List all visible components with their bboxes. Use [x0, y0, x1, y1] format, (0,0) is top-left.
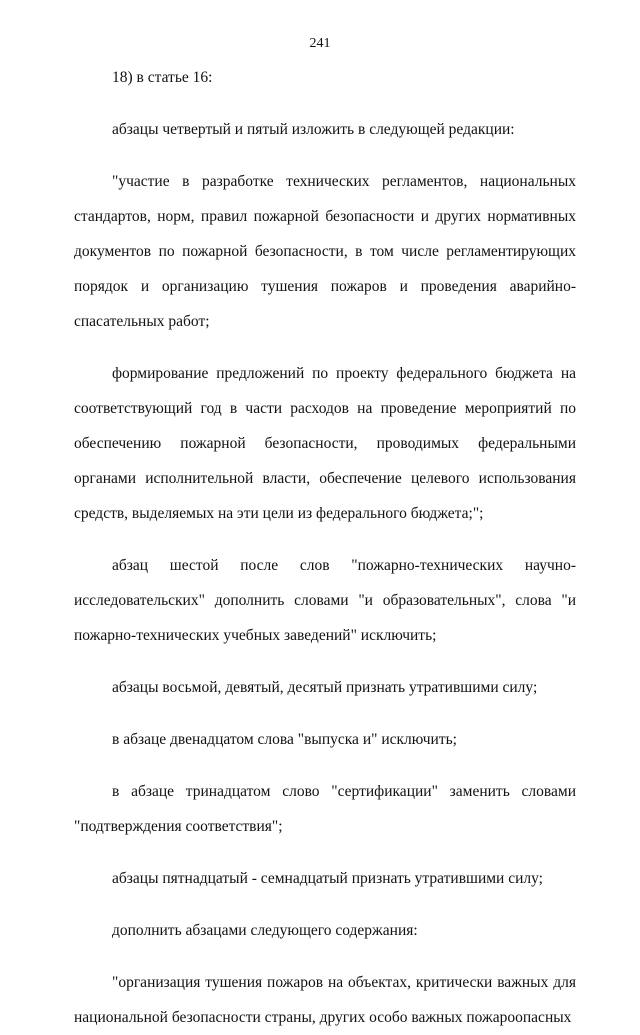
paragraph: в абзаце тринадцатом слово "сертификации" заменить словами "подтверждения соответствия"; [74, 783, 576, 835]
paragraph: "участие в разработке технических регламентов, национальных стандартов, норм, правил пожарной безопасности и других нормативных документов по пожарной безопасности, в том числе регламентирующих порядок и организацию тушения пожаров и проведения аварийно-спасательных работ; [74, 173, 576, 330]
paragraph: абзацы четвертый и пятый изложить в следующей редакции: [112, 121, 515, 138]
paragraph: формирование предложений по проекту федерального бюджета на соответствующий год в части расходов на проведение мероприятий по обеспечению пожарной безопасности, проводимых федеральными органами исполнительной власти, обеспечение целевого использования средств, выделяемых на эти цели из федерального бюджета;"; [74, 365, 576, 522]
paragraph: дополнить абзацами следующего содержания: [112, 922, 418, 939]
page-number: 241 [309, 36, 331, 51]
paragraph: абзацы пятнадцатый - семнадцатый признать утратившими силу; [112, 870, 543, 887]
paragraph: абзац шестой после слов "пожарно-технических научно-исследовательских" дополнить словами "и образовательных", слова "и пожарно-технических учебных заведений" исключить; [74, 557, 576, 644]
document-body [74, 60, 576, 1035]
paragraph: абзацы восьмой, девятый, десятый признать утратившими силу; [112, 679, 538, 696]
paragraph: 18) в статье 16: [112, 69, 213, 86]
paragraph: "организация тушения пожаров на объектах, критически важных для национальной безопасности страны, других особо важных пожароопасных [74, 974, 576, 1026]
paragraph: в абзаце двенадцатом слова "выпуска и" исключить; [112, 731, 457, 748]
